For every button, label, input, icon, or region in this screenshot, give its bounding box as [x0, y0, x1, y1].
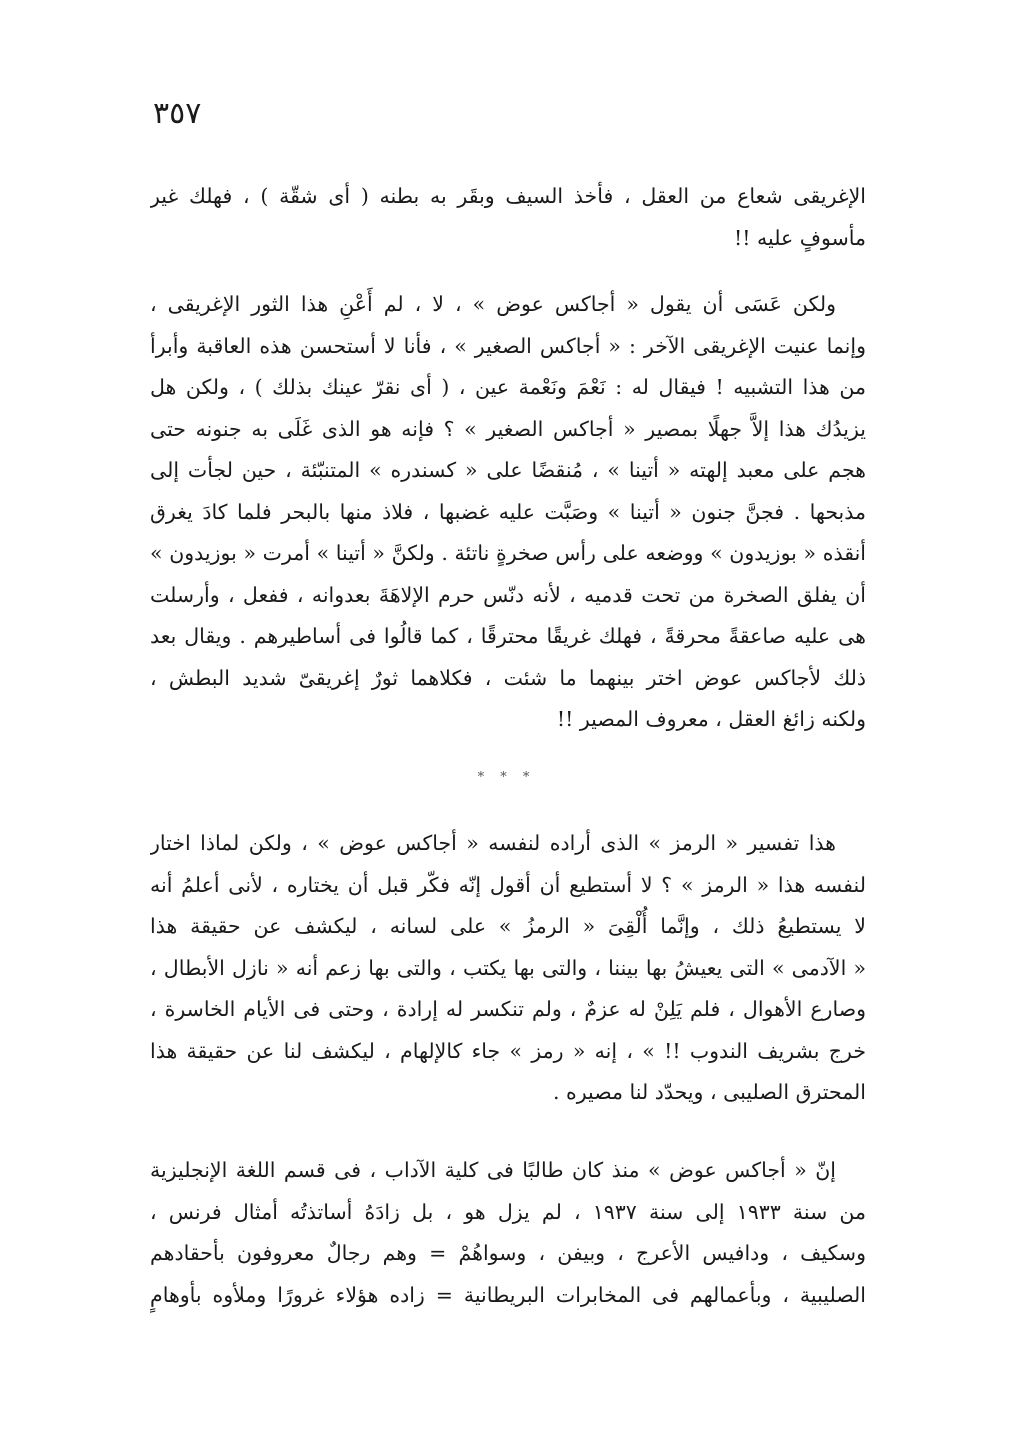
- text-line: لا يستطيعُ ذلك ، وإنَّما أُلْقِىَ « الرمزُ » على لسانه ، ليكشف عن حقيقة هذا: [150, 914, 866, 938]
- text-line: من هذا التشبيه ! فيقال له : نَعْمَ ونَعْمة عين ، ( أى نقرّ عينك بذلك ) ، ولكن هل: [150, 375, 866, 399]
- text-line: الصليبية ، وبأعمالهم فى المخابرات البريطانية = زاده هؤلاء غرورًا وملأوه بأوهامٍ: [150, 1282, 866, 1307]
- text-line: يزيدُك هذا إلاَّ جهلًا بمصير « أجاكس الصغير » ؟ فإنه هو الذى غَلَى به جنونه حتى: [150, 416, 866, 441]
- text-line: هى عليه صاعقةً محرقةً ، فهلك غريقًا محترقًا ، كما قالُوا فى أساطيرهم . ويقال بعد: [150, 624, 866, 648]
- text-line: ولكنه زائغ العقل ، معروف المصير !!: [556, 707, 866, 731]
- text-line: خرج بشريف الندوب !! » ، إنه « رمز » جاء كالإلهام ، ليكشف لنا عن حقيقة هذا: [150, 1038, 866, 1063]
- text-line: « الآدمى » التى يعيشُ بها بيننا ، والتى بها يكتب ، والتى بها زعم أنه « نازل الأبطال ،: [150, 955, 866, 980]
- page-number: ٣٥٧: [153, 96, 202, 131]
- text-line: وسكيف ، ودافيس الأعرج ، وبيفن ، وسواهُمْ = وهم رجالٌ معروفون بأحقادهم: [150, 1241, 866, 1265]
- text-line: من سنة ١٩٣٣ إلى سنة ١٩٣٧ ، لم يزل هو ، بل زادَهُ أساتذتُه أمثال فرنس ،: [150, 1199, 866, 1224]
- paragraph-1: [150, 176, 866, 259]
- paragraph-4: [150, 1150, 866, 1316]
- paragraph-3: [150, 823, 866, 1114]
- paragraph-2: [150, 284, 866, 741]
- text-line: ولكن عَسَى أن يقول « أجاكس عوض » ، لا ، لم أَعْنِ هذا الثور الإغريقى ،: [150, 292, 836, 316]
- text-line: أن يفلق الصخرة من تحت قدميه ، لأنه دنّس حرم الإلاهَةَ بعدوانه ، ففعل ، وأرسلت: [150, 582, 866, 607]
- text-line: ذلك لأجاكس عوض اختر بينهما ما شئت ، فكلاهما ثورٌ إغريقىّ شديد البطش ،: [150, 665, 866, 690]
- text-line: وصارع الأهوال ، فلم يَلِنْ له عزمٌ ، ولم تنكسر له إرادة ، وحتى فى الأيام الخاسرة ،: [150, 997, 866, 1021]
- text-line: لنفسه هذا « الرمز » ؟ لا أستطيع أن أقول إنّه فكّر قبل أن يختاره ، لأنى أعلمُ أنه: [150, 872, 866, 897]
- text-line: مذبحها . فجنَّ جنون « أتينا » وصَبَّت عليه غضبها ، فلاذ منها بالبحر فلما كادَ يغرق: [150, 499, 866, 524]
- text-line: أنقذه « بوزيدون » ووضعه على رأس صخرةٍ ناتئة . ولكنَّ « أتينا » أمرت « بوزيدون »: [150, 541, 866, 565]
- text-line: إنّ « أجاكس عوض » منذ كان طالبًا فى كلية الآداب ، فى قسم اللغة الإنجليزية: [150, 1158, 836, 1182]
- section-divider: * * *: [477, 770, 536, 785]
- text-line: هجم على معبد إلهته « أتينا » ، مُنقضًا على « كسندره » المتنبّئة ، حين لجأت إلى: [150, 458, 866, 482]
- text-line: وإنما عنيت الإغريقى الآخر : « أجاكس الصغير » ، فأنا لا أستحسن هذه العاقبة وأبرأ: [150, 333, 866, 358]
- text-line: المحترق الصليبى ، ويحدّد لنا مصيره .: [552, 1080, 866, 1104]
- text-line: هذا تفسير « الرمز » الذى أراده لنفسه « أجاكس عوض » ، ولكن لماذا اختار: [150, 831, 836, 855]
- text-line: الإغريقى شعاع من العقل ، فأخذ السيف وبقَر به بطنه ( أى شقّة ) ، فهلك غير: [150, 184, 866, 208]
- text-line: مأسوفٍ عليه !!: [734, 225, 866, 250]
